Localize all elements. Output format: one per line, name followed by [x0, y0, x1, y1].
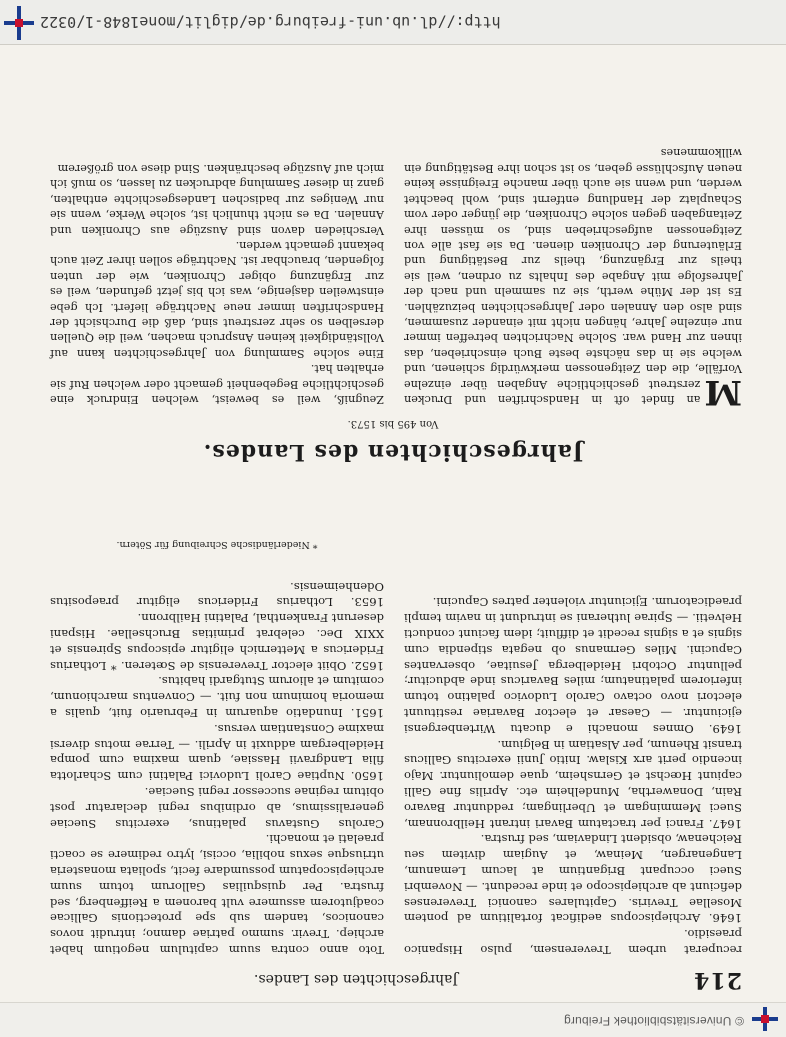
library-logo-icon: [752, 1007, 778, 1031]
paragraph: 1646. Archiepiscopus aedificat fortalitium ad pontem Mosellae Treviris. Capitulares canonici Treverenses deficiunt ab archiepiscopo et inde recedunt. — Novembri Sueci occupant Brigantium at lacum Lemanum, Langenargen, Meinaw, et Augiam divitem seu Reichenaw, obsident Lindaviam, sed frustra.: [404, 832, 742, 926]
drop-cap: M: [704, 372, 742, 412]
section-subtitle: Von 495 bis 1573.: [347, 418, 439, 429]
paragraph: 1652. Obiit elector Treverensis de Sœteren. * Lotharius Fridericus a Metternich eligitur episcopus Spirensis et XXIX Dec. celebrat primitias Bruchsellae. Hispani deserunt Frankenthal, Palatini Hailbronn.: [50, 611, 384, 673]
permalink-bar: [0, 0, 786, 45]
library-logo-icon: [4, 6, 34, 40]
paragraph: 1653. Lotharius Fridericus eligitur praepositus Odenheimensis.: [50, 579, 384, 610]
paragraph: 1647. Franci per tractatum Bavari intrant Heilbronnam, Sueci Memmingam et Uberlingam; redduntur Bavaro Rain, Donawertha, Mundelheim etc. Aprilis fine Galli capiunt Hœchst et Gernsheim, quae demoliuntur. Majo incendio perit arx Kislaw. Initio Junii exercitus Gallicus transit Rhenum, per Alsatiam in Belgium.: [404, 737, 742, 831]
running-title: Jahrgeschichten des Landes.: [253, 971, 459, 987]
paragraph: 1650. Nuptiae Caroli Ludovici Palatini cum Scharlotta filia Landgravii Hassiae, quam maxima cum pompa Heidelbergam adduxit in Aprili. — Terrae motus diversi maxime Constantiam versus.: [50, 721, 384, 784]
section-title: Jahrgeschichten des Landes.: [202, 439, 584, 465]
paragraph: Eine solche Sammlung von Jahrgeschichten kann auf Vollständigkeit keinen Anspruch machen, weil die Quellen derselben so sehr zerstreut sind, daß die Durchsicht der Handschriften immer neue Nachträge liefert. Ich gebe einstweilen dasjenige, was ich bis jetzt gefunden, weil es zur Ergänzung obiger Chroniken, wie der unten folgenden, brauchbar ist. Nachträge sollen ihrer Zeit auch bekannt gemacht werden.: [50, 238, 384, 360]
paragraph: Toto anno contra suum capitulum negotium habet archiep. Trevir. summo patriae damno; intrudit novos canonicos, tandem sub spe protectionis Gallicae coadjutorem assumere vult baronem a Reiffenberg, sed frustra. Per quisquilias Gallorum totum suum archiepiscopatum possumdare fecit, spoliata monasteria utriusque sexus nobilia, occisi, lytro redimere se coacti praelati et monachi.: [50, 832, 384, 957]
paragraph: 1651. Inundatio aquarum in Februario fuit, qualis a memoria hominum non fuit. — Conventus marchionum, comitum et aliorum Stutgardi habitus.: [50, 674, 384, 721]
paragraph-text: an findet oft in Handschriften und Drucken zerstreut geschichtliche Angaben über einzelne Vorfälle, die den Zeitgenossen merkwürdig schienen, und welche sie in das nächste beste Buch einschrieben, das ihnen zur Hand war. Solche Nachrichten betreffen immer nur einzelne Jahre, hängen nicht mit einander zusammen, sind also den Annalen oder Jahrgeschichten beizuzählen. Es ist der Mühe werth, sie zu sammeln und nach der Jahresfolge mit Angabe des Inhalts zu ordnen, weil sie theils zur Ergänzung, theils zur Bestätigung und Erläuterung der Chroniken dienen. Da sie fast alle von Zeitgenossen aufgeschrieben sind, so müssen ihre Zeitangaben gegen solche Chroniken, die jünger oder vom Schauplatz der Handlung entfernt sind, wohl beachtet werden, und wenn sie auch über manche Ereignisse keine neuen Aufschlüsse geben, so ist schon ihre Bestätigung ein willkommenes: [404, 146, 742, 406]
right-column-upper: [50, 578, 384, 957]
left-column-lower: [404, 145, 742, 412]
paragraph: Carolus Gustavus palatinus, exercitus Sueciae generalissimus, ab ordinibus regni declaratur post obitum reginae successor regni Sueciae.: [50, 785, 384, 831]
permalink-url[interactable]: http://dl.ub.uni-freiburg.de/diglit/mone1848-1/0322: [40, 13, 501, 31]
page-number: 214: [693, 967, 742, 993]
paragraph: 1649. Omnes monachi e ducatu Wirtenbergensi ejiciuntur. — Caesar et elector Bavariae restituunt electori novo octavo Carolo Ludovico palatino totum inferiorem palatinatum; miles Bavaricus inde abducitur; pelluntur Octobri Heidelberga Jesuitae, observantes Capucini. Miles Germanus ob negata stipendia cum signis et a signis recedit et diffluit; idem faciunt conducti Helvetii. — Spirae lutherani se intrudunt in navim templi praedicatorum. Ejiciuntur violenter patres Capucini.: [404, 595, 742, 736]
paragraph: Zeugniß, weil es beweist, welchen Eindruck eine geschichtliche Begebenheit gemacht oder welchen Ruf sie erhalten hat.: [50, 362, 384, 406]
paragraph: Verschieden davon sind Auszüge aus Chroniken und Annalen. Da es nicht thunlich ist, solche Werke, wenn sie nur Weniges zur badischen Landesgeschichte enthalten, ganz in dieser Sammlung abdrucken zu lassen, so muß ich mich auf Auszüge beschränken. Sind diese von größerem: [50, 161, 384, 237]
library-header: [0, 1002, 786, 1037]
footnote: * Niederländische Schreibung für Sötern.: [116, 539, 318, 550]
left-column-upper: [404, 594, 742, 957]
paragraph: recuperat urbem Treverensem, pulso Hispanico praesidio.: [404, 927, 742, 957]
paragraph: [404, 145, 742, 412]
library-name: © Universitätsbibliothek Freiburg: [563, 1014, 744, 1028]
right-column-lower: [50, 161, 384, 408]
